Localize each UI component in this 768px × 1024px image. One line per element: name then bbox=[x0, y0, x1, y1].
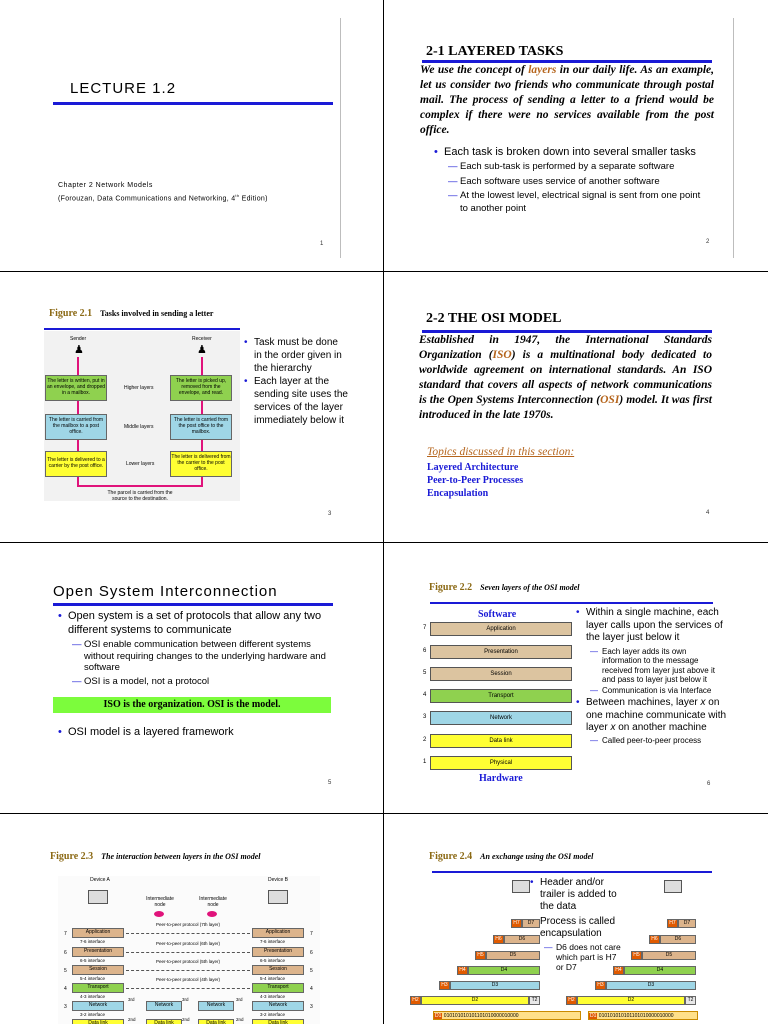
computer-icon bbox=[664, 880, 682, 893]
grid-divider-row2 bbox=[0, 542, 768, 543]
layer-number: 4 bbox=[423, 692, 427, 698]
computer-icon bbox=[512, 880, 530, 893]
lower-layers-label: Lower layers bbox=[126, 461, 155, 467]
figure-rule bbox=[44, 328, 240, 330]
figure-caption: Figure 2.2 Seven layers of the OSI model bbox=[429, 582, 580, 593]
interface-label: 4-3 interface bbox=[260, 994, 286, 999]
bullet-list bbox=[576, 607, 728, 745]
osi-layer-physical: Physical bbox=[430, 756, 572, 770]
layer-number: 4 bbox=[64, 986, 67, 992]
person-icon: ♟ bbox=[197, 344, 207, 356]
device-b-label: Device B bbox=[268, 877, 289, 883]
osi-layer-session: Session bbox=[430, 667, 572, 681]
higher-layers-label: Higher layers bbox=[124, 385, 154, 391]
bullet-item: • Process is called encapsulation bbox=[530, 916, 626, 940]
peer-protocol-line bbox=[126, 952, 250, 953]
layer-box-device-b: Application bbox=[252, 928, 304, 938]
hop-label: 3rd bbox=[182, 997, 189, 1002]
datalink-box: Data link bbox=[252, 1019, 304, 1024]
bullet-list bbox=[530, 877, 626, 972]
interface-label: 7-6 interface bbox=[80, 939, 106, 944]
sub-bullet: — Each software uses service of another software bbox=[448, 176, 710, 189]
osi-layer-network: Network bbox=[430, 711, 572, 725]
interface-label: 3-2 interface bbox=[260, 1012, 286, 1017]
hop-label: 2nd bbox=[236, 1017, 244, 1022]
title-rule bbox=[53, 102, 333, 105]
hop-label: 3rd bbox=[128, 997, 135, 1002]
header-block: H7 bbox=[667, 919, 678, 928]
layer-box-device-a: Presentation bbox=[72, 947, 124, 957]
layer-number: 6 bbox=[310, 950, 313, 956]
layer-number: 3 bbox=[310, 1004, 313, 1010]
bullet-item: • Each layer at the sending site uses the services of the layer immediately below it bbox=[244, 375, 348, 427]
slide-title: Open System Interconnection bbox=[53, 583, 278, 600]
data-block: D2 bbox=[421, 996, 529, 1005]
bullet-item: • Within a single machine, each layer calls upon the services of the layer just below it bbox=[576, 607, 728, 645]
bullet-item: • Between machines, layer x on one machine communicate with layer x on another machine bbox=[576, 697, 728, 735]
page-number: 4 bbox=[706, 510, 710, 516]
figure-rule bbox=[432, 871, 712, 873]
slide-title: 2-2 THE OSI MODEL bbox=[426, 311, 562, 326]
hop-label: 2nd bbox=[182, 1017, 190, 1022]
osi-layer-application: Application bbox=[430, 622, 572, 636]
sub-bullet: — OSI is a model, not a protocol bbox=[72, 676, 338, 688]
sender-lower-box: The letter is delivered to a carrier by the post office. bbox=[45, 451, 107, 477]
figure-caption: Figure 2.1 Tasks involved in sending a letter bbox=[49, 308, 214, 319]
interface-label: 5-4 interface bbox=[260, 976, 286, 981]
trailer-block: T2 bbox=[529, 996, 540, 1005]
middle-layers-label: Middle layers bbox=[124, 424, 154, 430]
interface-label: 6-5 interface bbox=[260, 958, 286, 963]
layer-box-device-a: Transport bbox=[72, 983, 124, 993]
bullet-list bbox=[434, 145, 710, 215]
header-block: H6 bbox=[493, 935, 504, 944]
hop-label: 2nd bbox=[128, 1017, 136, 1022]
data-block: D5 bbox=[486, 951, 540, 960]
bullet-item: • Header and/or trailer is added to the data bbox=[530, 877, 626, 913]
network-box: Network bbox=[72, 1001, 124, 1011]
osi-layer-transport: Transport bbox=[430, 689, 572, 703]
computer-icon bbox=[88, 890, 108, 904]
router-icon bbox=[207, 911, 217, 917]
receiver-higher-box: The letter is picked up, removed from the envelope, and read. bbox=[170, 375, 232, 401]
page-number: 6 bbox=[707, 781, 711, 787]
receiver-label: Receiver bbox=[192, 336, 212, 342]
router-icon bbox=[154, 911, 164, 917]
flow-line bbox=[77, 485, 203, 487]
peer-protocol-label: Peer-to-peer protocol (6th layer) bbox=[155, 941, 221, 946]
peer-protocol-line bbox=[126, 970, 250, 971]
sub-bullet: — D6 does not care which part is H7 or D7 bbox=[544, 942, 626, 972]
topic-item: Layered Architecture bbox=[427, 462, 519, 473]
bullet-item: • Task must be done in the order given in the hierarchy bbox=[244, 336, 348, 375]
slide-edge bbox=[733, 18, 734, 258]
layer-box-device-a: Session bbox=[72, 965, 124, 975]
header-block: H3 bbox=[439, 981, 450, 990]
figure-rule bbox=[430, 602, 713, 604]
sender-middle-box: The letter is carried from the mailbox to a post office. bbox=[45, 414, 107, 440]
peer-protocol-label: Peer-to-peer protocol (7th layer) bbox=[155, 922, 221, 927]
data-block: D3 bbox=[450, 981, 540, 990]
topics-list bbox=[427, 461, 523, 500]
layer-number: 5 bbox=[310, 968, 313, 974]
intermediate-node-label: Intermediate node bbox=[199, 896, 227, 908]
interface-label: 7-6 interface bbox=[260, 939, 286, 944]
grid-divider-row1 bbox=[0, 271, 768, 272]
data-block: D6 bbox=[660, 935, 696, 944]
data-block: D5 bbox=[642, 951, 696, 960]
datalink-box: Data link bbox=[146, 1019, 182, 1024]
layer-number: 4 bbox=[310, 986, 313, 992]
header-block: H7 bbox=[511, 919, 522, 928]
data-block: D4 bbox=[468, 966, 540, 975]
book-line: (Forouzan, Data Communications and Networking, 4th Edition) bbox=[58, 193, 268, 203]
intro-paragraph: We use the concept of layers in our daily life. As an example, let us consider two friends who communicate through postal mail. The process of sending a letter to a friend would be complex if there were no services available from the post office. bbox=[420, 64, 714, 136]
device-a-label: Device A bbox=[90, 877, 110, 883]
layer-number: 7 bbox=[310, 931, 313, 937]
header-block: H3 bbox=[595, 981, 606, 990]
header-block: H6 bbox=[649, 935, 660, 944]
interface-label: 4-3 interface bbox=[80, 994, 106, 999]
receiver-lower-box: The letter is delivered from the carrier to the post office. bbox=[170, 451, 232, 477]
layer-number: 5 bbox=[64, 968, 67, 974]
chapter-line: Chapter 2 Network Models bbox=[58, 182, 153, 189]
layer-number: 3 bbox=[64, 1004, 67, 1010]
sub-bullet: — OSI enable communication between different systems without requiring changes to the underlying hardware and software bbox=[72, 639, 338, 674]
sub-bullet: — At the lowest level, electrical signal is sent from one point to another point bbox=[448, 190, 710, 215]
layer-box-device-b: Transport bbox=[252, 983, 304, 993]
sub-bullet: — Called peer-to-peer process bbox=[590, 736, 728, 746]
bullet-list bbox=[244, 336, 348, 427]
bit-stream: D1 010101010101101010000010000 bbox=[588, 1011, 698, 1020]
figure-caption: Figure 2.3 The interaction between layers in the OSI model bbox=[50, 851, 261, 862]
peer-protocol-label: Peer-to-peer protocol (4th layer) bbox=[155, 977, 221, 982]
layer-box-device-b: Presentation bbox=[252, 947, 304, 957]
header-block: H5 bbox=[475, 951, 486, 960]
page-number: 2 bbox=[706, 239, 710, 245]
interface-label: 5-4 interface bbox=[80, 976, 106, 981]
osi-layer-data-link: Data link bbox=[430, 734, 572, 748]
software-label: Software bbox=[478, 609, 517, 620]
grid-divider-vertical bbox=[383, 0, 384, 1024]
network-box: Network bbox=[198, 1001, 234, 1011]
hardware-label: Hardware bbox=[479, 773, 523, 784]
header-block: H4 bbox=[457, 966, 468, 975]
network-box: Network bbox=[252, 1001, 304, 1011]
network-box: Network bbox=[146, 1001, 182, 1011]
title-rule bbox=[53, 603, 333, 606]
data-block: D7 bbox=[678, 919, 696, 928]
carried-label: The parcel is carried from the source to the destination. bbox=[107, 490, 173, 502]
data-block: D6 bbox=[504, 935, 540, 944]
header-block: H5 bbox=[631, 951, 642, 960]
header-block: H2 bbox=[566, 996, 577, 1005]
sub-bullet: — Communication is via Interface bbox=[590, 686, 728, 696]
topics-title: Topics discussed in this section: bbox=[427, 446, 575, 458]
layer-number: 5 bbox=[423, 670, 427, 676]
bit-stream: D1 010101010101101010000010000 bbox=[433, 1011, 581, 1020]
layer-number: 7 bbox=[423, 625, 427, 631]
page-number: 1 bbox=[320, 241, 324, 247]
slide-edge bbox=[340, 18, 341, 258]
bullet-item: • Open system is a set of protocols that allow any two different systems to communicate bbox=[58, 609, 338, 637]
topic-item: Peer-to-Peer Processes bbox=[427, 475, 524, 486]
osi-layer-presentation: Presentation bbox=[430, 645, 572, 659]
datalink-box: Data link bbox=[72, 1019, 124, 1024]
data-block: D7 bbox=[522, 919, 540, 928]
sender-label: Sender bbox=[70, 336, 87, 342]
data-block: D2 bbox=[577, 996, 685, 1005]
page-number: 5 bbox=[328, 780, 332, 786]
trailer-block: T2 bbox=[685, 996, 696, 1005]
layer-number: 1 bbox=[423, 759, 427, 765]
data-block: D4 bbox=[624, 966, 696, 975]
header-block: H2 bbox=[410, 996, 421, 1005]
peer-protocol-line bbox=[126, 988, 250, 989]
interface-label: 3-2 interface bbox=[80, 1012, 106, 1017]
header-block: H4 bbox=[613, 966, 624, 975]
computer-icon bbox=[268, 890, 288, 904]
bullet-list bbox=[58, 609, 338, 687]
layer-number: 3 bbox=[423, 714, 427, 720]
intro-paragraph: Established in 1947, the International Standards Organization (ISO) is a multinational body dedicated to worldwide agreement on international standards. An ISO standard that covers all aspects of network communications is the Open Systems Interconnection (OSI) model. It was first introduced in the late 1970s. bbox=[419, 334, 713, 421]
hop-label: 3rd bbox=[236, 997, 243, 1002]
page-number: 3 bbox=[328, 511, 332, 517]
layer-number: 7 bbox=[64, 931, 67, 937]
intermediate-node-label: Intermediate node bbox=[146, 896, 174, 908]
bullet-item: • OSI model is a layered framework bbox=[58, 726, 338, 738]
bullet-list bbox=[58, 726, 338, 738]
layer-box-device-b: Session bbox=[252, 965, 304, 975]
slide-title: LECTURE 1.2 bbox=[70, 80, 177, 97]
peer-protocol-line bbox=[126, 933, 250, 934]
layer-number: 2 bbox=[423, 737, 427, 743]
layer-number: 6 bbox=[64, 950, 67, 956]
slide-title: 2-1 LAYERED TASKS bbox=[426, 44, 564, 59]
interface-label: 6-5 interface bbox=[80, 958, 106, 963]
person-icon: ♟ bbox=[74, 344, 84, 356]
figure-caption: Figure 2.4 An exchange using the OSI model bbox=[429, 851, 594, 862]
bullet-item: • Each task is broken down into several smaller tasks bbox=[434, 145, 710, 159]
layer-number: 6 bbox=[423, 648, 427, 654]
sender-higher-box: The letter is written, put in an envelope, and dropped in a mailbox. bbox=[45, 375, 107, 401]
grid-divider-row3 bbox=[0, 813, 768, 814]
datalink-box: Data link bbox=[198, 1019, 234, 1024]
highlight-banner: ISO is the organization. OSI is the model. bbox=[53, 697, 331, 713]
layer-box-device-a: Application bbox=[72, 928, 124, 938]
topic-item: Encapsulation bbox=[427, 488, 489, 499]
peer-protocol-label: Peer-to-peer protocol (5th layer) bbox=[155, 959, 221, 964]
sub-bullet: — Each sub-task is performed by a separate software bbox=[448, 161, 710, 174]
data-block: D3 bbox=[606, 981, 696, 990]
sub-bullet: — Each layer adds its own information to the message received from layer just above it and pass to layer just below it bbox=[590, 647, 728, 685]
receiver-middle-box: The letter is carried from the post office to the mailbox. bbox=[170, 414, 232, 440]
